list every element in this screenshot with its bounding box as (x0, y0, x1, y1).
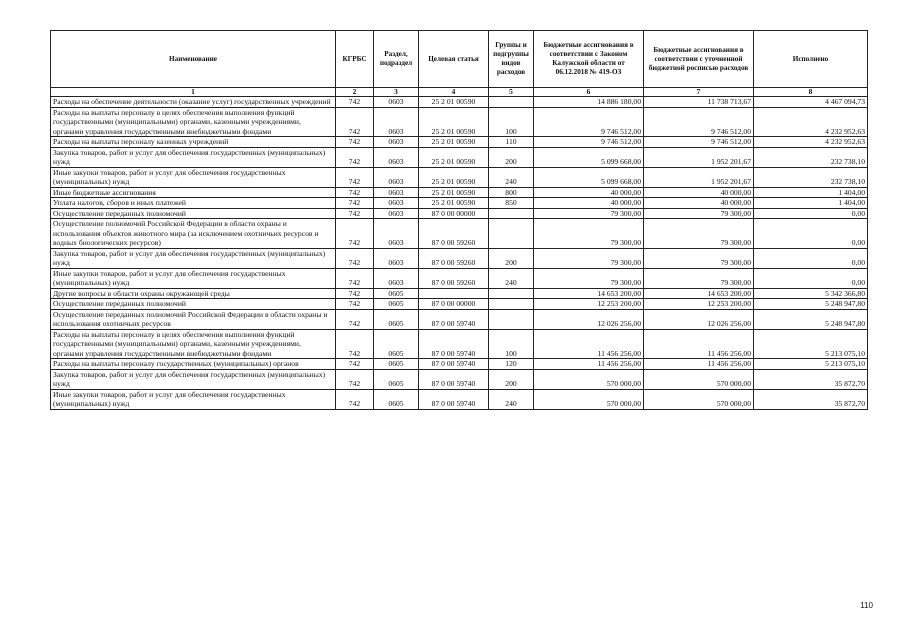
row-name-cell: Расходы на выплаты персоналу в целях обеспечения выполнения функций государственными (муниципальными) органами, казенными учреждениями, органами управления государственными внебюджетными фондами (51, 107, 336, 137)
row-kgrbs-cell: 742 (336, 268, 374, 288)
row-target-cell: 25 2 01 00590 (419, 97, 489, 108)
col-number: 2 (336, 88, 374, 97)
table-row (51, 268, 868, 288)
row-section-cell: 0603 (374, 187, 419, 198)
row-law-cell: 570 000,00 (534, 369, 644, 389)
row-name-cell: Расходы на обеспечение деятельности (оказание услуг) государственных учреждений (51, 97, 336, 108)
row-revised-cell: 79 300,00 (644, 208, 754, 219)
table-row (51, 299, 868, 310)
row-kgrbs-cell: 742 (336, 167, 374, 187)
row-revised-cell: 40 000,00 (644, 198, 754, 209)
row-name-cell: Другие вопросы в области охраны окружающей среды (51, 288, 336, 299)
row-kgrbs-cell: 742 (336, 329, 374, 359)
row-executed-cell: 5 342 366,80 (754, 288, 868, 299)
row-section-cell: 0603 (374, 198, 419, 209)
row-name-cell: Расходы на выплаты персоналу в целях обеспечения выполнения функций государственными (муниципальными) органами, казенными учреждениями, органами управления государственными внебюджетными фондами (51, 329, 336, 359)
table-body (51, 97, 868, 410)
row-name-cell: Иные закупки товаров, работ и услуг для обеспечения государственных (муниципальных) нужд (51, 389, 336, 409)
row-kgrbs-cell: 742 (336, 309, 374, 329)
table-row (51, 208, 868, 219)
row-target-cell: 87 0 00 59740 (419, 309, 489, 329)
row-target-cell: 87 0 00 59260 (419, 268, 489, 288)
table-row (51, 107, 868, 137)
header-groups: Группы и подгруппы видов расходов (489, 31, 534, 88)
row-section-cell: 0605 (374, 359, 419, 370)
column-number-row (51, 88, 868, 97)
row-executed-cell: 5 248 947,80 (754, 299, 868, 310)
row-name-cell: Осуществление полномочий Российской Федерации в области охраны и использования объектов животного мира (за исключением охотничьих ресурсов и водных биологических ресурсов) (51, 219, 336, 249)
header-row (51, 31, 868, 88)
row-section-cell: 0605 (374, 329, 419, 359)
row-revised-cell: 79 300,00 (644, 268, 754, 288)
row-group-cell: 800 (489, 187, 534, 198)
row-kgrbs-cell: 742 (336, 107, 374, 137)
row-section-cell: 0605 (374, 288, 419, 299)
row-law-cell: 5 099 668,00 (534, 147, 644, 167)
row-kgrbs-cell: 742 (336, 147, 374, 167)
row-law-cell: 570 000,00 (534, 389, 644, 409)
row-section-cell: 0605 (374, 369, 419, 389)
row-group-cell: 100 (489, 329, 534, 359)
row-target-cell: 87 0 00 59740 (419, 359, 489, 370)
row-section-cell: 0603 (374, 137, 419, 148)
row-group-cell: 240 (489, 268, 534, 288)
header-section: Раздел, подраздел (374, 31, 419, 88)
row-section-cell: 0603 (374, 268, 419, 288)
row-law-cell: 79 300,00 (534, 219, 644, 249)
table-row (51, 167, 868, 187)
row-executed-cell: 0,00 (754, 268, 868, 288)
page-number: 110 (860, 601, 873, 610)
table-row (51, 137, 868, 148)
row-executed-cell: 4 232 952,63 (754, 137, 868, 148)
row-target-cell: 25 2 01 00590 (419, 187, 489, 198)
row-name-cell: Иные бюджетные ассигнования (51, 187, 336, 198)
row-target-cell: 87 0 00 59740 (419, 389, 489, 409)
col-number: 8 (754, 88, 868, 97)
row-kgrbs-cell: 742 (336, 187, 374, 198)
row-target-cell: 87 0 00 00000 (419, 299, 489, 310)
row-group-cell: 850 (489, 198, 534, 209)
row-name-cell: Осуществление переданных полномочий (51, 208, 336, 219)
row-target-cell: 87 0 00 59260 (419, 219, 489, 249)
table-row (51, 288, 868, 299)
row-executed-cell: 0,00 (754, 219, 868, 249)
row-law-cell: 40 000,00 (534, 198, 644, 209)
table-row (51, 187, 868, 198)
col-number: 5 (489, 88, 534, 97)
row-name-cell: Иные закупки товаров, работ и услуг для обеспечения государственных (муниципальных) нужд (51, 167, 336, 187)
row-group-cell: 100 (489, 107, 534, 137)
row-group-cell (489, 288, 534, 299)
row-executed-cell: 5 213 075,10 (754, 329, 868, 359)
row-executed-cell: 4 467 094,73 (754, 97, 868, 108)
row-revised-cell: 79 300,00 (644, 248, 754, 268)
row-law-cell: 14 653 200,00 (534, 288, 644, 299)
row-law-cell: 11 456 256,00 (534, 329, 644, 359)
row-group-cell (489, 309, 534, 329)
row-section-cell: 0603 (374, 219, 419, 249)
row-name-cell: Закупка товаров, работ и услуг для обеспечения государственных (муниципальных) нужд (51, 248, 336, 268)
table-row (51, 389, 868, 409)
row-group-cell: 240 (489, 167, 534, 187)
row-kgrbs-cell: 742 (336, 369, 374, 389)
table-row (51, 359, 868, 370)
row-law-cell: 40 000,00 (534, 187, 644, 198)
row-revised-cell: 570 000,00 (644, 369, 754, 389)
row-kgrbs-cell: 742 (336, 288, 374, 299)
row-group-cell (489, 208, 534, 219)
header-budget-revised: Бюджетные ассигнования в соответствии с уточненной бюджетной росписью расходов (644, 31, 754, 88)
table-row (51, 309, 868, 329)
row-executed-cell: 35 872,70 (754, 389, 868, 409)
row-kgrbs-cell: 742 (336, 208, 374, 219)
row-law-cell: 9 746 512,00 (534, 137, 644, 148)
row-section-cell: 0605 (374, 389, 419, 409)
row-target-cell: 87 0 00 59260 (419, 248, 489, 268)
header-budget-law: Бюджетные ассигнования в соответствии с Законом Калужской области от 06.12.2018 № 419-ОЗ (534, 31, 644, 88)
row-law-cell: 12 253 200,00 (534, 299, 644, 310)
table-row (51, 248, 868, 268)
row-group-cell: 200 (489, 248, 534, 268)
row-revised-cell: 570 000,00 (644, 389, 754, 409)
row-group-cell: 110 (489, 137, 534, 148)
row-target-cell: 25 2 01 00590 (419, 107, 489, 137)
row-executed-cell: 0,00 (754, 208, 868, 219)
header-target: Целевая статья (419, 31, 489, 88)
row-group-cell: 120 (489, 359, 534, 370)
row-section-cell: 0603 (374, 97, 419, 108)
row-executed-cell: 4 232 952,63 (754, 107, 868, 137)
row-section-cell: 0603 (374, 107, 419, 137)
row-revised-cell: 9 746 512,00 (644, 137, 754, 148)
row-executed-cell: 5 248 947,80 (754, 309, 868, 329)
row-kgrbs-cell: 742 (336, 198, 374, 209)
table-row (51, 97, 868, 108)
row-executed-cell: 5 213 075,10 (754, 359, 868, 370)
row-name-cell: Расходы на выплаты персоналу казенных учреждений (51, 137, 336, 148)
budget-table (50, 30, 868, 410)
row-revised-cell: 1 952 201,67 (644, 147, 754, 167)
row-name-cell: Закупка товаров, работ и услуг для обеспечения государственных (муниципальных) нужд (51, 147, 336, 167)
row-name-cell: Закупка товаров, работ и услуг для обеспечения государственных (муниципальных) нужд (51, 369, 336, 389)
row-group-cell (489, 299, 534, 310)
col-number: 4 (419, 88, 489, 97)
table-row (51, 147, 868, 167)
row-revised-cell: 12 026 256,00 (644, 309, 754, 329)
row-target-cell: 87 0 00 59740 (419, 369, 489, 389)
row-law-cell: 79 300,00 (534, 208, 644, 219)
row-group-cell (489, 219, 534, 249)
row-group-cell (489, 97, 534, 108)
col-number: 7 (644, 88, 754, 97)
table-row (51, 369, 868, 389)
row-target-cell: 87 0 00 59740 (419, 329, 489, 359)
col-number: 6 (534, 88, 644, 97)
row-law-cell: 5 099 668,00 (534, 167, 644, 187)
row-section-cell: 0603 (374, 208, 419, 219)
row-law-cell: 79 300,00 (534, 248, 644, 268)
row-section-cell: 0605 (374, 299, 419, 310)
col-number: 3 (374, 88, 419, 97)
row-target-cell: 25 2 01 00590 (419, 167, 489, 187)
row-section-cell: 0603 (374, 248, 419, 268)
row-revised-cell: 14 653 200,00 (644, 288, 754, 299)
row-name-cell: Расходы на выплаты персоналу государственных (муниципальных) органов (51, 359, 336, 370)
row-kgrbs-cell: 742 (336, 389, 374, 409)
budget-table-container (50, 30, 867, 410)
row-executed-cell: 232 738,10 (754, 167, 868, 187)
row-executed-cell: 0,00 (754, 248, 868, 268)
row-executed-cell: 232 738,10 (754, 147, 868, 167)
row-revised-cell: 11 456 256,00 (644, 359, 754, 370)
row-name-cell: Осуществление переданных полномочий (51, 299, 336, 310)
row-law-cell: 79 300,00 (534, 268, 644, 288)
row-law-cell: 11 456 256,00 (534, 359, 644, 370)
row-law-cell: 12 026 256,00 (534, 309, 644, 329)
row-revised-cell: 12 253 200,00 (644, 299, 754, 310)
row-kgrbs-cell: 742 (336, 97, 374, 108)
row-executed-cell: 1 404,00 (754, 198, 868, 209)
header-name: Наименование (51, 31, 336, 88)
row-kgrbs-cell: 742 (336, 219, 374, 249)
header-kgrbs: КГРБС (336, 31, 374, 88)
row-target-cell: 25 2 01 00590 (419, 198, 489, 209)
row-group-cell: 240 (489, 389, 534, 409)
row-name-cell: Осуществление переданных полномочий Российской Федерации в области охраны и использования охотничьих ресурсов (51, 309, 336, 329)
row-kgrbs-cell: 742 (336, 299, 374, 310)
row-revised-cell: 1 952 201,67 (644, 167, 754, 187)
table-row (51, 219, 868, 249)
row-target-cell: 25 2 01 00590 (419, 147, 489, 167)
row-group-cell: 200 (489, 369, 534, 389)
row-target-cell: 87 0 00 00000 (419, 208, 489, 219)
row-law-cell: 14 886 180,00 (534, 97, 644, 108)
row-section-cell: 0603 (374, 147, 419, 167)
row-target-cell (419, 288, 489, 299)
row-executed-cell: 35 872,70 (754, 369, 868, 389)
row-law-cell: 9 746 512,00 (534, 107, 644, 137)
row-section-cell: 0603 (374, 167, 419, 187)
row-kgrbs-cell: 742 (336, 137, 374, 148)
col-number: 1 (51, 88, 336, 97)
row-revised-cell: 79 300,00 (644, 219, 754, 249)
row-kgrbs-cell: 742 (336, 359, 374, 370)
row-kgrbs-cell: 742 (336, 248, 374, 268)
table-row (51, 198, 868, 209)
row-revised-cell: 11 738 713,67 (644, 97, 754, 108)
row-revised-cell: 11 456 256,00 (644, 329, 754, 359)
row-revised-cell: 40 000,00 (644, 187, 754, 198)
table-row (51, 329, 868, 359)
row-target-cell: 25 2 01 00590 (419, 137, 489, 148)
row-name-cell: Уплата налогов, сборов и иных платежей (51, 198, 336, 209)
header-executed: Исполнено (754, 31, 868, 88)
row-section-cell: 0605 (374, 309, 419, 329)
row-name-cell: Иные закупки товаров, работ и услуг для обеспечения государственных (муниципальных) нужд (51, 268, 336, 288)
row-group-cell: 200 (489, 147, 534, 167)
row-executed-cell: 1 404,00 (754, 187, 868, 198)
row-revised-cell: 9 746 512,00 (644, 107, 754, 137)
